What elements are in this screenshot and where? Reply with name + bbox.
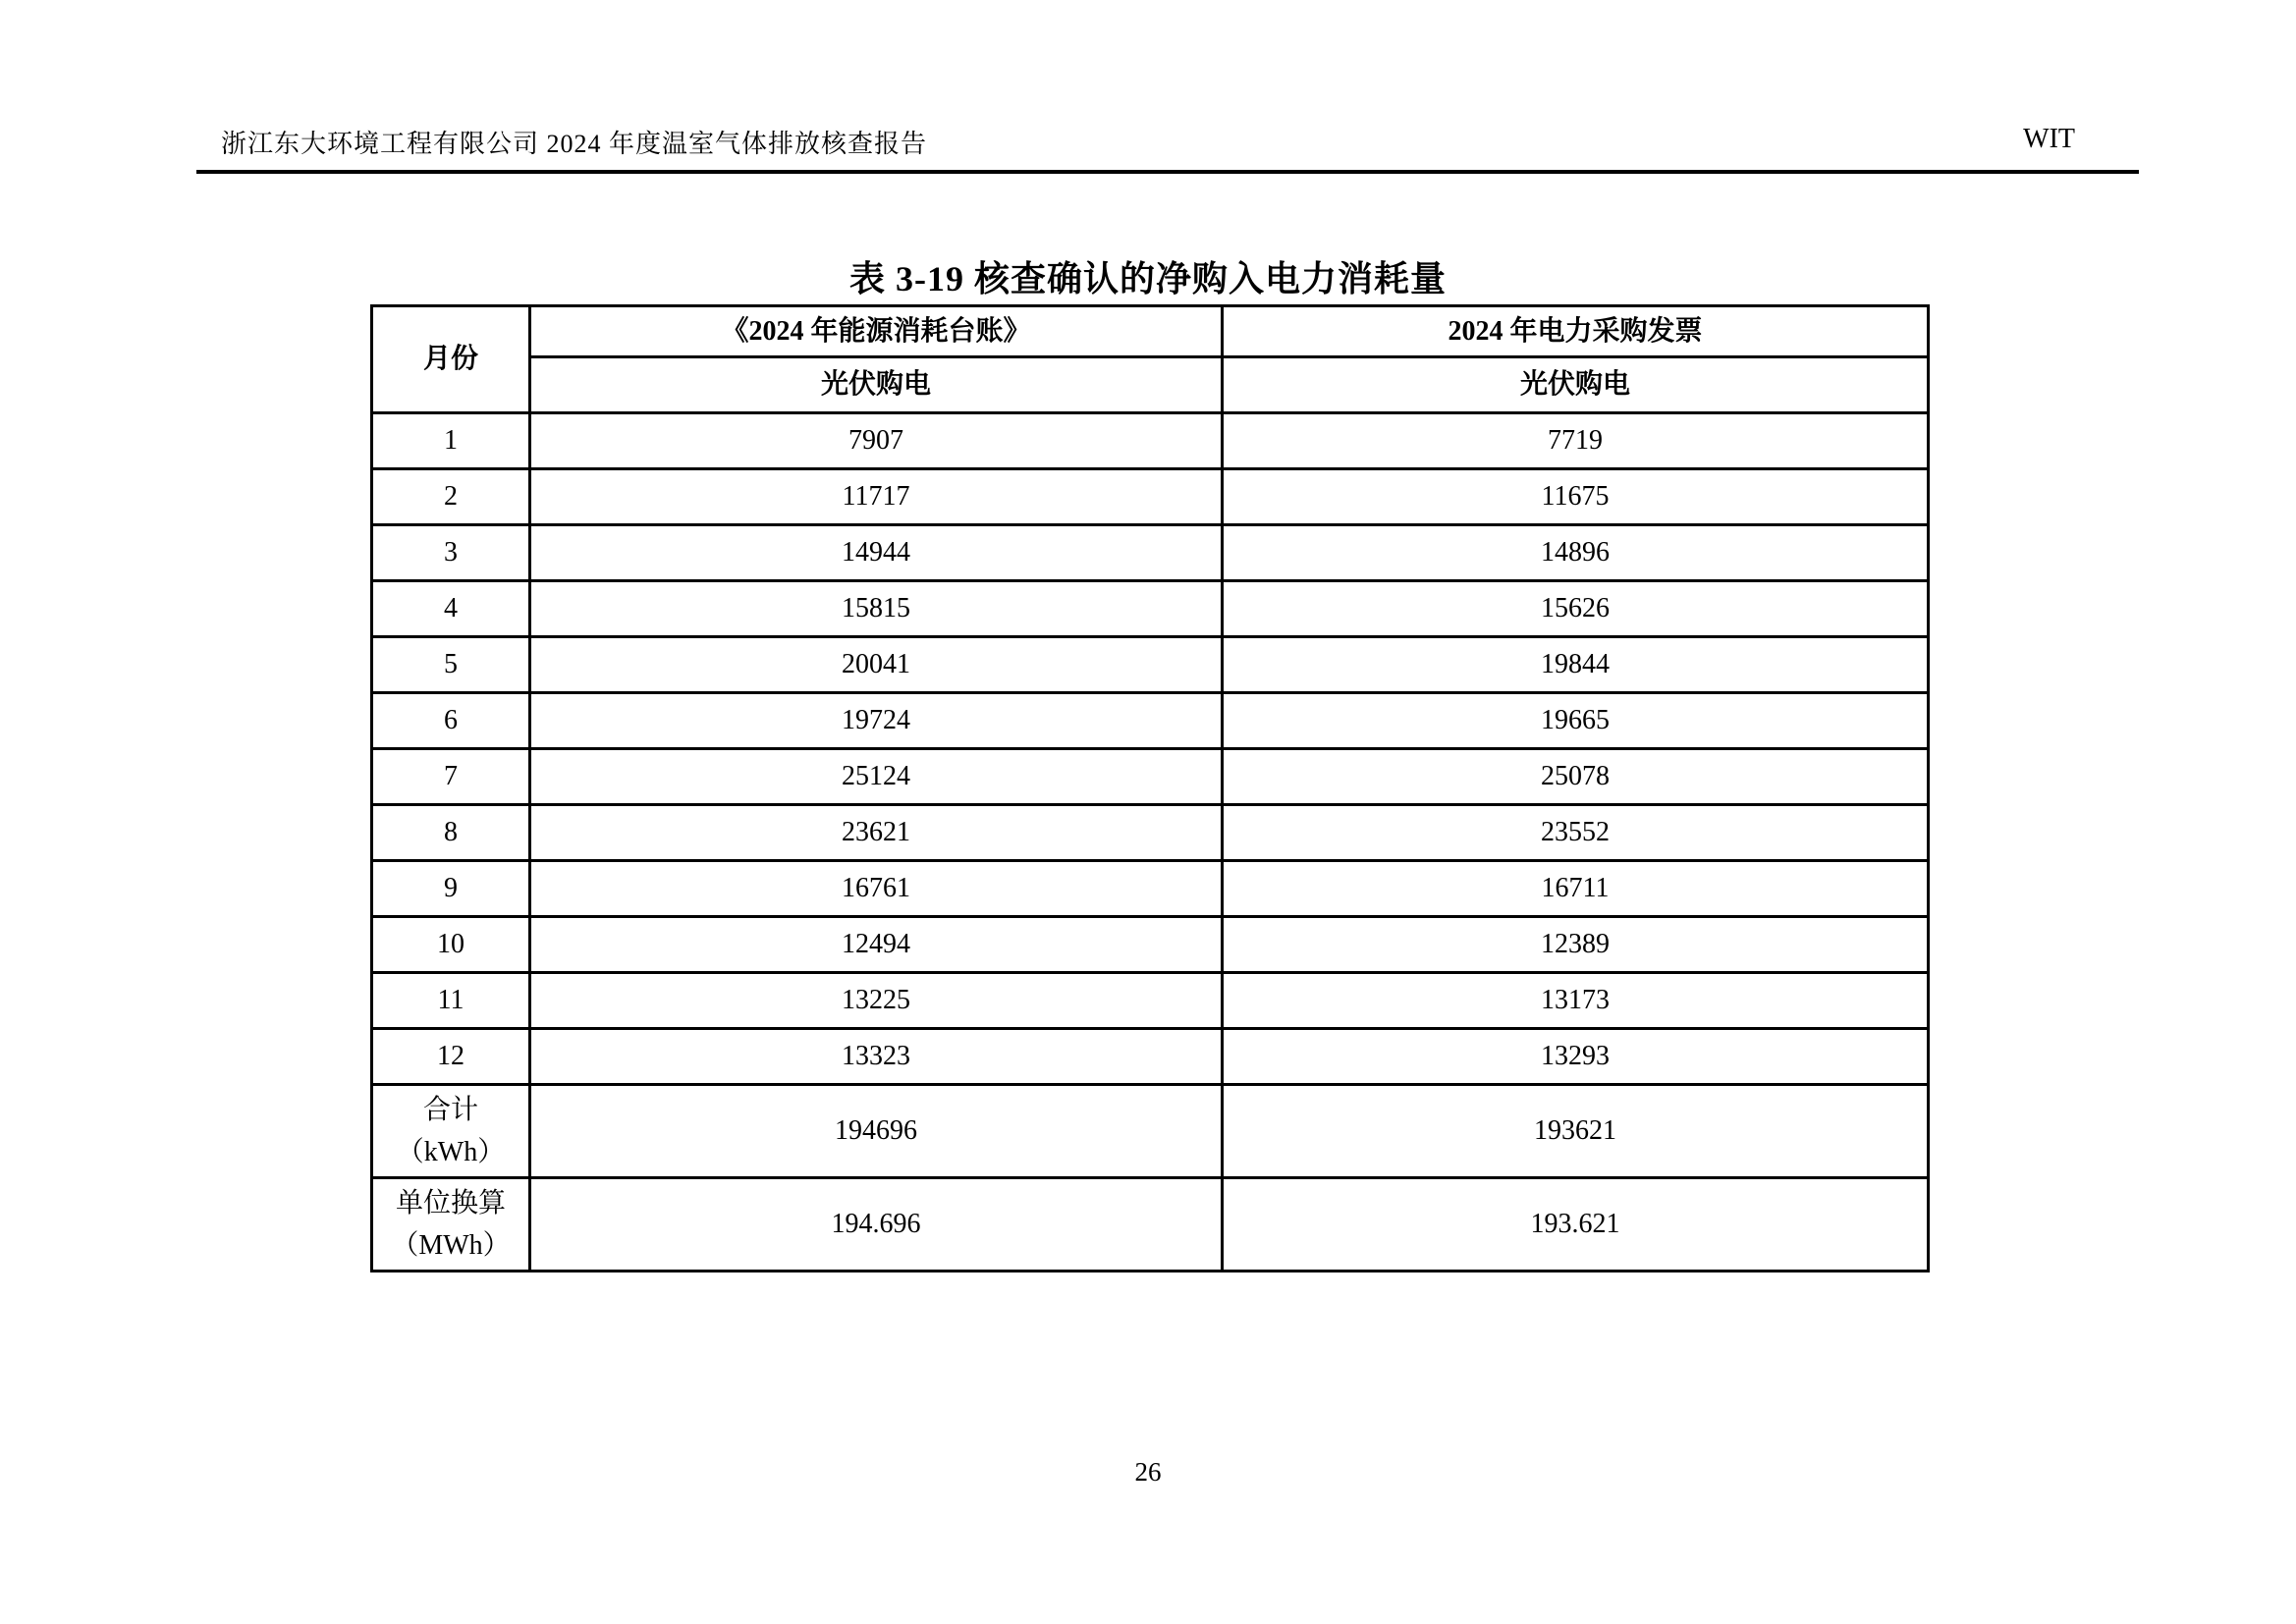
table-row [372,637,1929,693]
ledger-subheader: 光伏购电 [530,357,1223,413]
total-row [372,1085,1929,1178]
table-row [372,525,1929,581]
table-row [372,469,1929,525]
report-header-title: 浙江东大环境工程有限公司 2024 年度温室气体排放核查报告 [221,130,928,158]
ledger-value-cell: 15815 [530,581,1223,637]
invoice-value-cell: 13173 [1223,973,1929,1029]
month-cell: 4 [372,581,530,637]
ledger-value-cell: 14944 [530,525,1223,581]
month-cell: 1 [372,413,530,469]
total-invoice-cell: 193621 [1223,1085,1929,1178]
table-row [372,973,1929,1029]
conversion-row [372,1178,1929,1272]
invoice-value-cell: 19665 [1223,693,1929,749]
invoice-value-cell: 7719 [1223,413,1929,469]
month-cell: 8 [372,805,530,861]
header-logo-text: WIT [2023,124,2075,154]
group-header-row [372,306,1929,357]
table-row [372,749,1929,805]
invoice-subheader: 光伏购电 [1223,357,1929,413]
total-label-line1: 合计 [422,1094,478,1125]
month-cell: 6 [372,693,530,749]
net-purchased-electricity-table [370,304,1930,1272]
invoice-value-cell: 23552 [1223,805,1929,861]
summary-rows-body [372,1085,1929,1272]
ledger-value-cell: 16761 [530,861,1223,917]
month-cell: 2 [372,469,530,525]
month-cell: 9 [372,861,530,917]
invoice-value-cell: 19844 [1223,637,1929,693]
conversion-label-cell [372,1178,530,1272]
table-header [372,306,1929,413]
ledger-value-cell: 25124 [530,749,1223,805]
table-row [372,917,1929,973]
invoice-group-header: 2024 年电力采购发票 [1223,306,1929,357]
month-cell: 7 [372,749,530,805]
invoice-value-cell: 16711 [1223,861,1929,917]
month-cell: 12 [372,1029,530,1085]
total-label-cell [372,1085,530,1178]
sub-header-row [372,357,1929,413]
header-divider [196,170,2139,174]
ledger-value-cell: 23621 [530,805,1223,861]
month-cell: 10 [372,917,530,973]
month-rows-body [372,413,1929,1085]
page-number: 26 [1134,1457,1162,1487]
ledger-value-cell: 19724 [530,693,1223,749]
conversion-invoice-cell: 193.621 [1223,1178,1929,1272]
conversion-ledger-cell: 194.696 [530,1178,1223,1272]
ledger-group-header: 《2024 年能源消耗台账》 [530,306,1223,357]
ledger-value-cell: 12494 [530,917,1223,973]
month-cell: 11 [372,973,530,1029]
invoice-value-cell: 15626 [1223,581,1929,637]
month-cell: 3 [372,525,530,581]
total-ledger-cell: 194696 [530,1085,1223,1178]
table-row [372,693,1929,749]
invoice-value-cell: 25078 [1223,749,1929,805]
month-cell: 5 [372,637,530,693]
table-row [372,1029,1929,1085]
conversion-label-line1: 单位换算 [395,1187,506,1218]
invoice-value-cell: 12389 [1223,917,1929,973]
invoice-value-cell: 11675 [1223,469,1929,525]
table-row [372,581,1929,637]
table-row [372,861,1929,917]
ledger-value-cell: 7907 [530,413,1223,469]
table-row [372,805,1929,861]
table-row [372,413,1929,469]
month-column-header: 月份 [372,306,530,413]
ledger-value-cell: 11717 [530,469,1223,525]
ledger-value-cell: 20041 [530,637,1223,693]
ledger-value-cell: 13323 [530,1029,1223,1085]
table-title: 表 3-19 核查确认的净购入电力消耗量 [849,259,1447,298]
conversion-label-line2: （MWh） [391,1230,511,1261]
total-label-line2: （kWh） [396,1137,506,1167]
ledger-value-cell: 13225 [530,973,1223,1029]
invoice-value-cell: 13293 [1223,1029,1929,1085]
invoice-value-cell: 14896 [1223,525,1929,581]
